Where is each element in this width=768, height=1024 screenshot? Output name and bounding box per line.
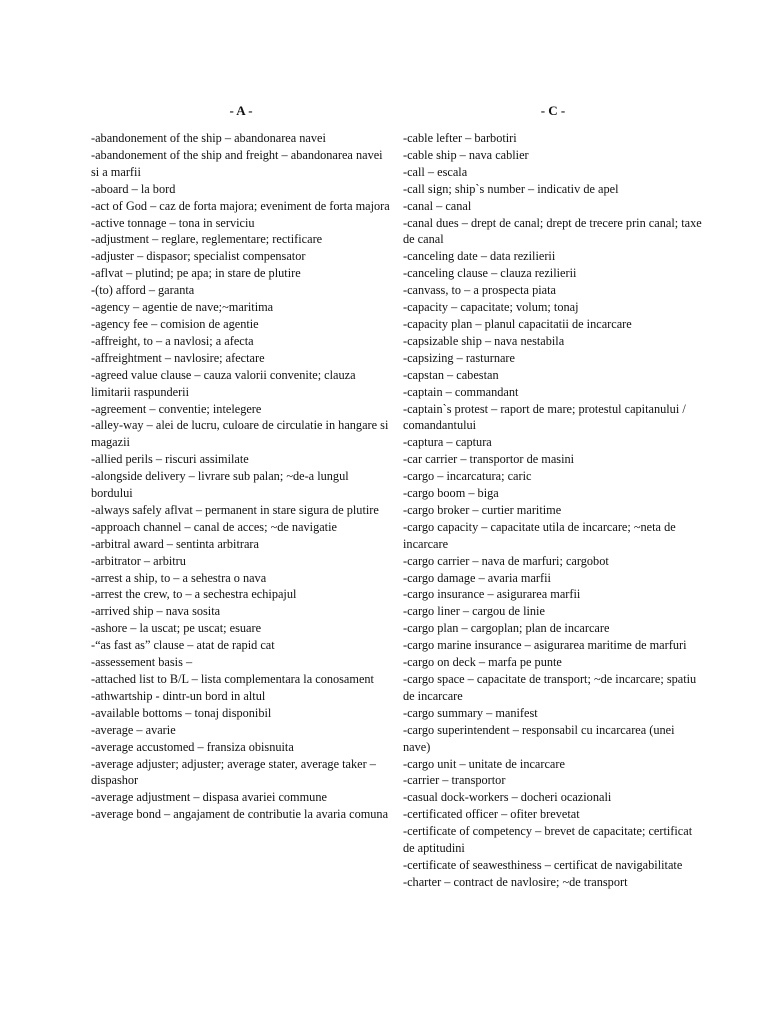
glossary-entry: -abandonement of the ship – abandonarea navei <box>91 131 326 145</box>
glossary-entry: -call sign; ship`s number – indicativ de apel <box>403 181 619 196</box>
glossary-entry: -aflvat – plutind; pe apa; in stare de plutire <box>91 266 301 281</box>
glossary-entry: -cargo superintendent – responsabil cu incarcarea (unei nave) <box>403 722 675 754</box>
glossary-entry: -average adjuster; adjuster; average stater, average taker – dispashor <box>91 756 376 788</box>
glossary-entry: -captain – commandant <box>403 384 519 399</box>
column-a <box>91 102 391 823</box>
glossary-entry: -certificate of competency – brevet de capacitate; certificat de aptitudini <box>403 824 693 856</box>
glossary-entry: -cargo liner – cargou de linie <box>403 604 545 619</box>
glossary-entry: -cargo summary – manifest <box>403 705 538 720</box>
glossary-entry: -affreightment – navlosire; afectare <box>91 350 265 365</box>
glossary-entry: -agency – agentie de nave;~maritima <box>91 300 274 315</box>
glossary-entry: -canal dues – drept de canal; drept de trecere prin canal; taxe de canal <box>403 215 702 247</box>
glossary-entry: -canceling date – data rezilierii <box>403 249 556 264</box>
glossary-entry: -captain`s protest – raport de mare; protestul capitanului / comandantului <box>403 401 686 433</box>
glossary-entry: -arrest the crew, to – a sechestra echipajul <box>91 587 297 602</box>
glossary-entry: -cargo broker – curtier maritime <box>403 502 562 517</box>
glossary-entry: -agency fee – comision de agentie <box>91 316 259 331</box>
glossary-entry: -cargo boom – biga <box>403 486 499 501</box>
glossary-entry: -capsizing – rasturnare <box>403 350 515 365</box>
glossary-entry: -approach channel – canal de acces; ~de navigatie <box>91 519 337 534</box>
glossary-entry: -carrier – transportor <box>403 773 506 788</box>
glossary-entry: -cargo capacity – capacitate utila de incarcare; ~neta de incarcare <box>403 519 676 551</box>
section-heading-a: - A - <box>229 103 253 118</box>
glossary-entry: -adjustment – reglare, reglementare; rectificare <box>91 232 323 247</box>
glossary-entry: -available bottoms – tonaj disponibil <box>91 705 272 720</box>
glossary-entry: -adjuster – dispasor; specialist compensator <box>91 249 306 264</box>
glossary-entry: -capstan – cabestan <box>403 367 499 382</box>
glossary-entry: -alongside delivery – livrare sub palan; ~de-a lungul bordului <box>91 469 349 501</box>
glossary-entry: -charter – contract de navlosire; ~de transport <box>403 874 628 889</box>
section-heading-c: - C - <box>540 103 566 118</box>
glossary-entry: -canceling clause – clauza rezilierii <box>403 266 577 281</box>
glossary-entry: -cargo marine insurance – asigurarea maritime de marfuri <box>403 638 687 653</box>
glossary-entry: -cargo plan – cargoplan; plan de incarcare <box>403 621 610 636</box>
glossary-entry: -cargo – incarcatura; caric <box>403 469 532 484</box>
glossary-entry: -cargo insurance – asigurarea marfii <box>403 587 581 602</box>
glossary-entry: -average accustomed – fransiza obisnuita <box>91 739 294 754</box>
glossary-entry: -agreement – conventie; intelegere <box>91 401 262 416</box>
glossary-entry: -athwartship - dintr-un bord in altul <box>91 688 266 703</box>
glossary-entry: -cargo carrier – nava de marfuri; cargobot <box>403 553 609 568</box>
glossary-entry: -cargo unit – unitate de incarcare <box>403 756 565 771</box>
glossary-entry: -certificate of seawesthiness – certificat de navigabilitate <box>403 857 683 872</box>
glossary-entry: -cable lefter – barbotiri <box>403 131 517 145</box>
glossary-entry: -arrest a ship, to – a sehestra o nava <box>91 570 267 585</box>
glossary-entry: -assessement basis – <box>91 655 193 670</box>
glossary-entry: -call – escala <box>403 164 468 179</box>
glossary-entry: -capacity plan – planul capacitatii de incarcare <box>403 316 632 331</box>
glossary-entry: -casual dock-workers – docheri ocazionali <box>403 790 612 805</box>
glossary-entry: -arbitrator – arbitru <box>91 553 186 568</box>
glossary-entry: -arbitral award – sentinta arbitrara <box>91 536 259 551</box>
glossary-entry: -cable ship – nava cablier <box>403 147 529 162</box>
glossary-entry: -certificated officer – ofiter brevetat <box>403 807 580 822</box>
glossary-list-a <box>91 130 391 823</box>
column-c <box>403 102 703 891</box>
glossary-entry: -allied perils – riscuri assimilate <box>91 452 249 467</box>
glossary-entry: -abandonement of the ship and freight – abandonarea navei si a marfii <box>91 147 383 179</box>
glossary-entry: -captura – captura <box>403 435 492 450</box>
glossary-list-c <box>403 130 703 891</box>
glossary-entry: -always safely aflvat – permanent in stare sigura de plutire <box>91 502 379 517</box>
glossary-entry: -alley-way – alei de lucru, culoare de circulatie in hangare si magazii <box>91 418 389 450</box>
glossary-entry: -cargo on deck – marfa pe punte <box>403 655 562 670</box>
glossary-entry: -average bond – angajament de contributie la avaria comuna <box>91 807 389 822</box>
glossary-entry: -canvass, to – a prospecta piata <box>403 283 556 298</box>
glossary-entry: -capsizable ship – nava nestabila <box>403 333 565 348</box>
glossary-entry: -agreed value clause – cauza valorii convenite; clauza limitarii raspunderii <box>91 367 356 399</box>
glossary-entry: -ashore – la uscat; pe uscat; esuare <box>91 621 262 636</box>
glossary-entry: -affreight, to – a navlosi; a afecta <box>91 333 254 348</box>
glossary-entry: -active tonnage – tona in serviciu <box>91 215 255 230</box>
glossary-entry: -“as fast as” clause – atat de rapid cat <box>91 638 275 653</box>
glossary-entry: -average adjustment – dispasa avariei commune <box>91 790 327 805</box>
glossary-entry: -aboard – la bord <box>91 181 176 196</box>
glossary-entry: -act of God – caz de forta majora; eveniment de forta majora <box>91 198 390 213</box>
glossary-entry: -car carrier – transportor de masini <box>403 452 575 467</box>
glossary-entry: -(to) afford – garanta <box>91 283 195 298</box>
glossary-entry: -cargo space – capacitate de transport; ~de incarcare; spatiu de incarcare <box>403 672 697 703</box>
glossary-entry: -arrived ship – nava sosita <box>91 604 221 619</box>
glossary-entry: -capacity – capacitate; volum; tonaj <box>403 300 579 315</box>
glossary-entry: -cargo damage – avaria marfii <box>403 570 551 585</box>
glossary-entry: -average – avarie <box>91 722 176 737</box>
glossary-entry: -attached list to B/L – lista complementara la conosament <box>91 672 374 686</box>
glossary-entry: -canal – canal <box>403 198 472 213</box>
